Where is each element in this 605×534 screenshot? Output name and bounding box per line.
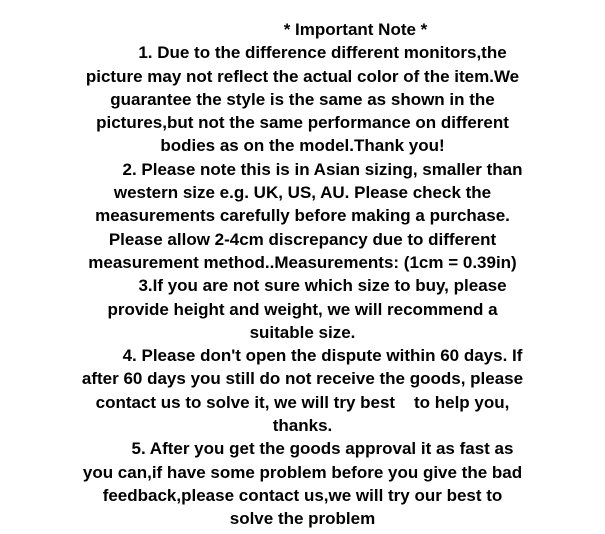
note-line: picture may not reflect the actual color of the item.We [85,66,520,86]
note-line: solve the problem [229,509,376,529]
note-line: suitable size. [249,322,356,342]
note-line: 3.If you are not sure which size to buy, please [138,276,507,296]
note-line: contact us to solve it, we will try best to help you, [95,392,510,412]
note-line: Please allow 2-4cm discrepancy due to different [108,229,497,249]
note-line: you can,if have some problem before you give the bad [82,462,523,482]
note-line: 4. Please don't open the dispute within 60 days. If [122,346,523,366]
note-line: after 60 days you still do not receive the goods, please [81,369,524,389]
note-line: measurements carefully before making a purchase. [95,206,510,226]
note-title: * Important Note * [283,20,428,39]
note-line: provide height and weight, we will recommend a [107,299,498,319]
note-line: bodies as on the model.Thank you! [160,136,445,156]
note-line: western size e.g. UK, US, AU. Please check the [113,183,492,203]
note-line: feedback,please contact us,we will try our best to [102,485,503,505]
note-line: 5. After you get the goods approval it as fast as [131,439,514,459]
note-line: thanks. [272,416,333,436]
note-line: measurement method..Measurements: (1cm = 0.39in) [88,252,517,272]
note-line: 2. Please note this is in Asian sizing, smaller than [122,159,523,179]
important-note [0,18,605,531]
note-line: 1. Due to the difference different monitors,the [138,43,507,63]
note-line: pictures,but not the same performance on different [96,113,509,133]
note-line: guarantee the style is the same as shown in the [110,89,495,109]
